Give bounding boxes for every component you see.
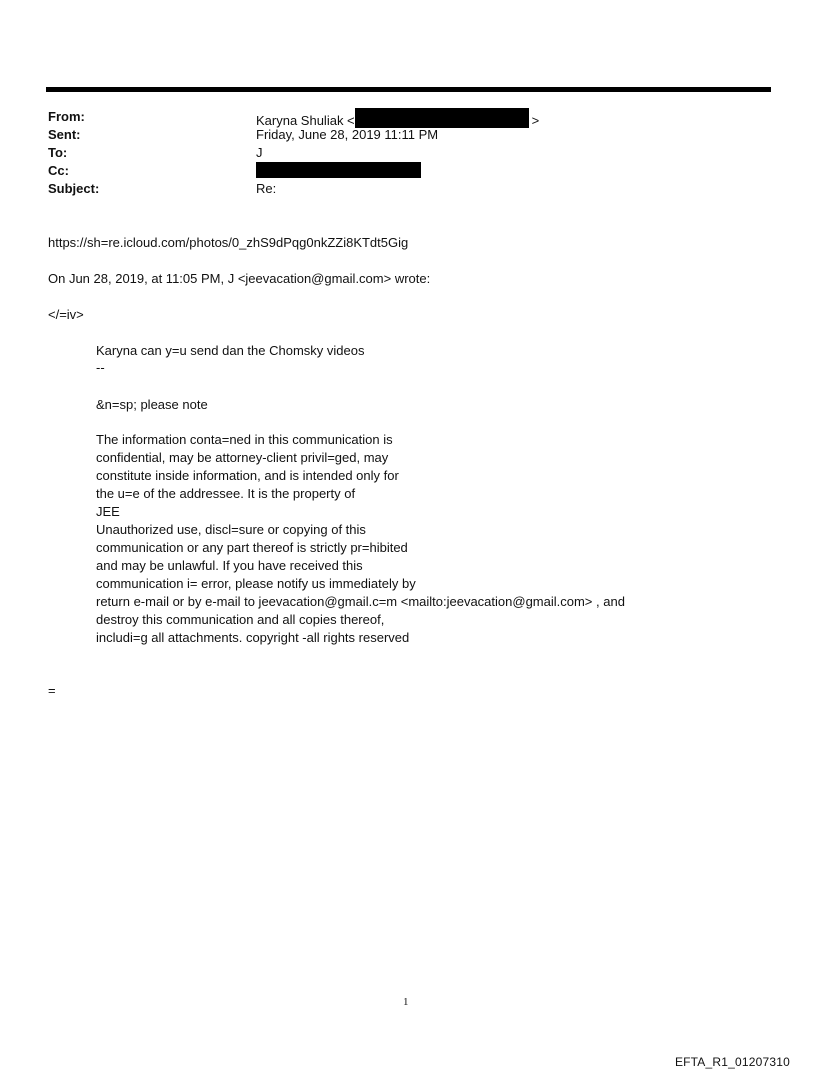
disclaimer-line: the u=e of the addressee. It is the property of [96, 486, 356, 501]
redaction-block [355, 108, 529, 128]
disclaimer-line: communication or any part thereof is strictly pr=hibited [96, 540, 408, 555]
disclaimer-line: constitute inside information, and is intended only for [96, 468, 399, 483]
cc-label: Cc: [48, 163, 69, 178]
to-label: To: [48, 145, 68, 160]
from-label: From: [48, 109, 85, 124]
sent-value: Friday, June 28, 2019 11:11 PM [256, 127, 439, 142]
cc-value [256, 162, 421, 180]
disclaimer-line: JEE [96, 504, 120, 519]
confidentiality-disclaimer [96, 431, 625, 647]
subject-value: Re: [256, 181, 277, 196]
disclaimer-line: Unauthorized use, discl=sure or copying of this [96, 522, 366, 537]
to-value: J [256, 145, 263, 160]
document-id: EFTA_R1_01207310 [674, 1055, 790, 1069]
reply-attribution: On Jun 28, 2019, at 11:05 PM, J <jeevacation@gmail.com> wrote: [48, 271, 431, 286]
html-fragment: </=iv> [48, 307, 84, 322]
photo-link[interactable]: https://sh=re.icloud.com/photos/0_zhS9dPqg0nkZZi8KTdt5Gig [48, 235, 409, 250]
trailing-mark: = [48, 683, 56, 698]
sent-label: Sent: [48, 127, 81, 142]
please-note: &n=sp; please note [96, 397, 208, 412]
disclaimer-line: confidential, may be attorney-client privil=ged, may [96, 450, 389, 465]
signature-separator: -- [96, 360, 105, 375]
page-number: 1 [403, 996, 409, 1008]
subject-label: Subject: [48, 181, 100, 196]
quoted-message: Karyna can y=u send dan the Chomsky videos [96, 343, 365, 358]
disclaimer-line: and may be unlawful. If you have received this [96, 558, 363, 573]
disclaimer-line: destroy this communication and all copies thereof, [96, 612, 385, 627]
from-close-bracket: > [531, 113, 540, 128]
disclaimer-line: includi=g all attachments. copyright -all rights reserved [96, 630, 410, 645]
redaction-block [256, 162, 421, 178]
disclaimer-line: communication i= error, please notify us immediately by [96, 576, 416, 591]
disclaimer-line: return e-mail or by e-mail to jeevacation@gmail.c=m <mailto:jeevacation@gmail.com> , and [96, 594, 625, 609]
disclaimer-line: The information conta=ned in this communication is [96, 432, 393, 447]
from-name: Karyna Shuliak < [256, 113, 355, 128]
header-rule [46, 87, 771, 92]
